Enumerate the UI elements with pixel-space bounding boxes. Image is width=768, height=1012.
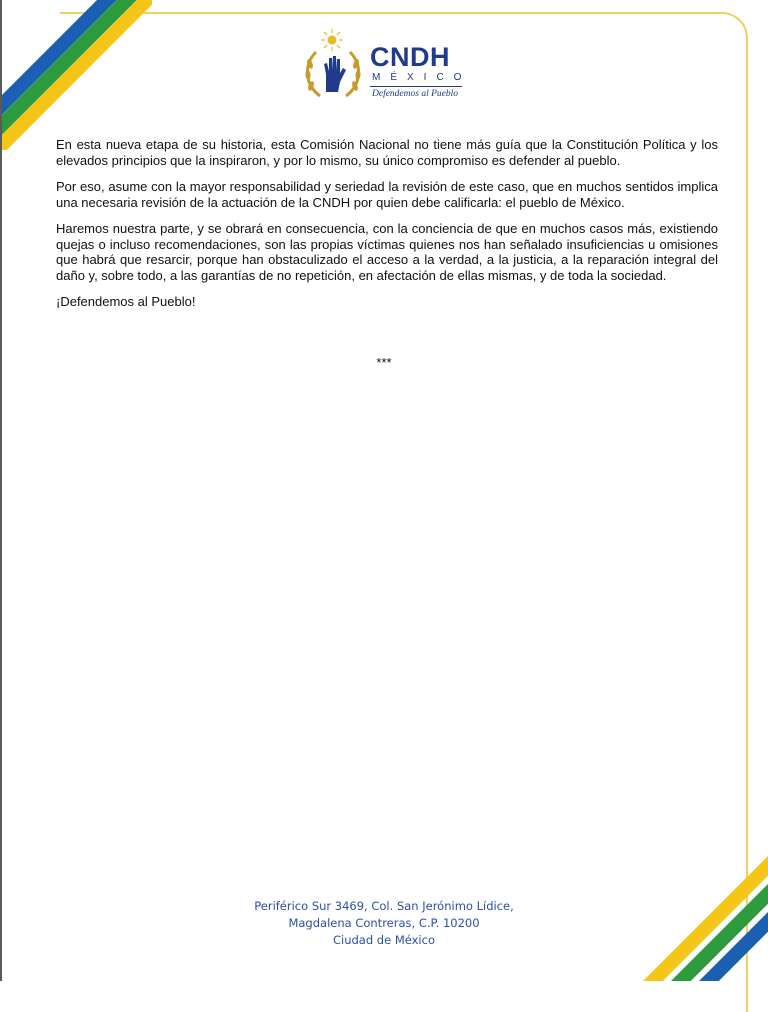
section-separator: *** bbox=[376, 355, 392, 370]
logo-divider bbox=[370, 86, 462, 87]
address-line-1: Periférico Sur 3469, Col. San Jerónimo Lídice, bbox=[254, 899, 514, 913]
paragraph-3: Haremos nuestra parte, y se obrará en consecuencia, con la conciencia de que en muchos casos más, existiendo quejas o incluso recomendaciones, son las propias víctimas quienes nos han señalado insuficiencias u omisiones que habrá que resarcir, porque han obstaculizado el acceso a la verdad, a la justicia, a la reparación integral del daño y, sobre todo, a las garantías de no repetición, en afectación de ellas mismas, y de toda la sociedad. bbox=[56, 221, 718, 283]
letter-body bbox=[56, 137, 718, 321]
closing-slogan: ¡Defendemos al Pueblo! bbox=[56, 294, 196, 309]
logo-title: CNDH bbox=[370, 42, 450, 72]
logo-subtitle: MÉXICO bbox=[372, 72, 472, 83]
corner-stripes-bottom-right bbox=[588, 801, 768, 981]
address-footer bbox=[0, 898, 768, 949]
corner-stripes-top-left bbox=[2, 0, 152, 150]
address-line-2: Magdalena Contreras, C.P. 10200 bbox=[288, 916, 480, 930]
address-line-3: Ciudad de México bbox=[332, 933, 435, 947]
wreath-hand-icon bbox=[302, 42, 364, 102]
paragraph-2: Por eso, asume con la mayor responsabilidad y seriedad la revisión de este caso, que en muchos sentidos implica una necesaria revisión de la actuación de la CNDH por quien debe calificarla: el pueblo de México. bbox=[56, 179, 718, 210]
logo-motto: Defendemos al Pueblo bbox=[372, 89, 459, 99]
paragraph-1: En esta nueva etapa de su historia, esta Comisión Nacional no tiene más guía que la Constitución Política y los elevados principios que la inspiraron, y por lo mismo, su único compromiso es defender al pueblo. bbox=[56, 137, 718, 168]
cndh-logo bbox=[300, 28, 470, 102]
